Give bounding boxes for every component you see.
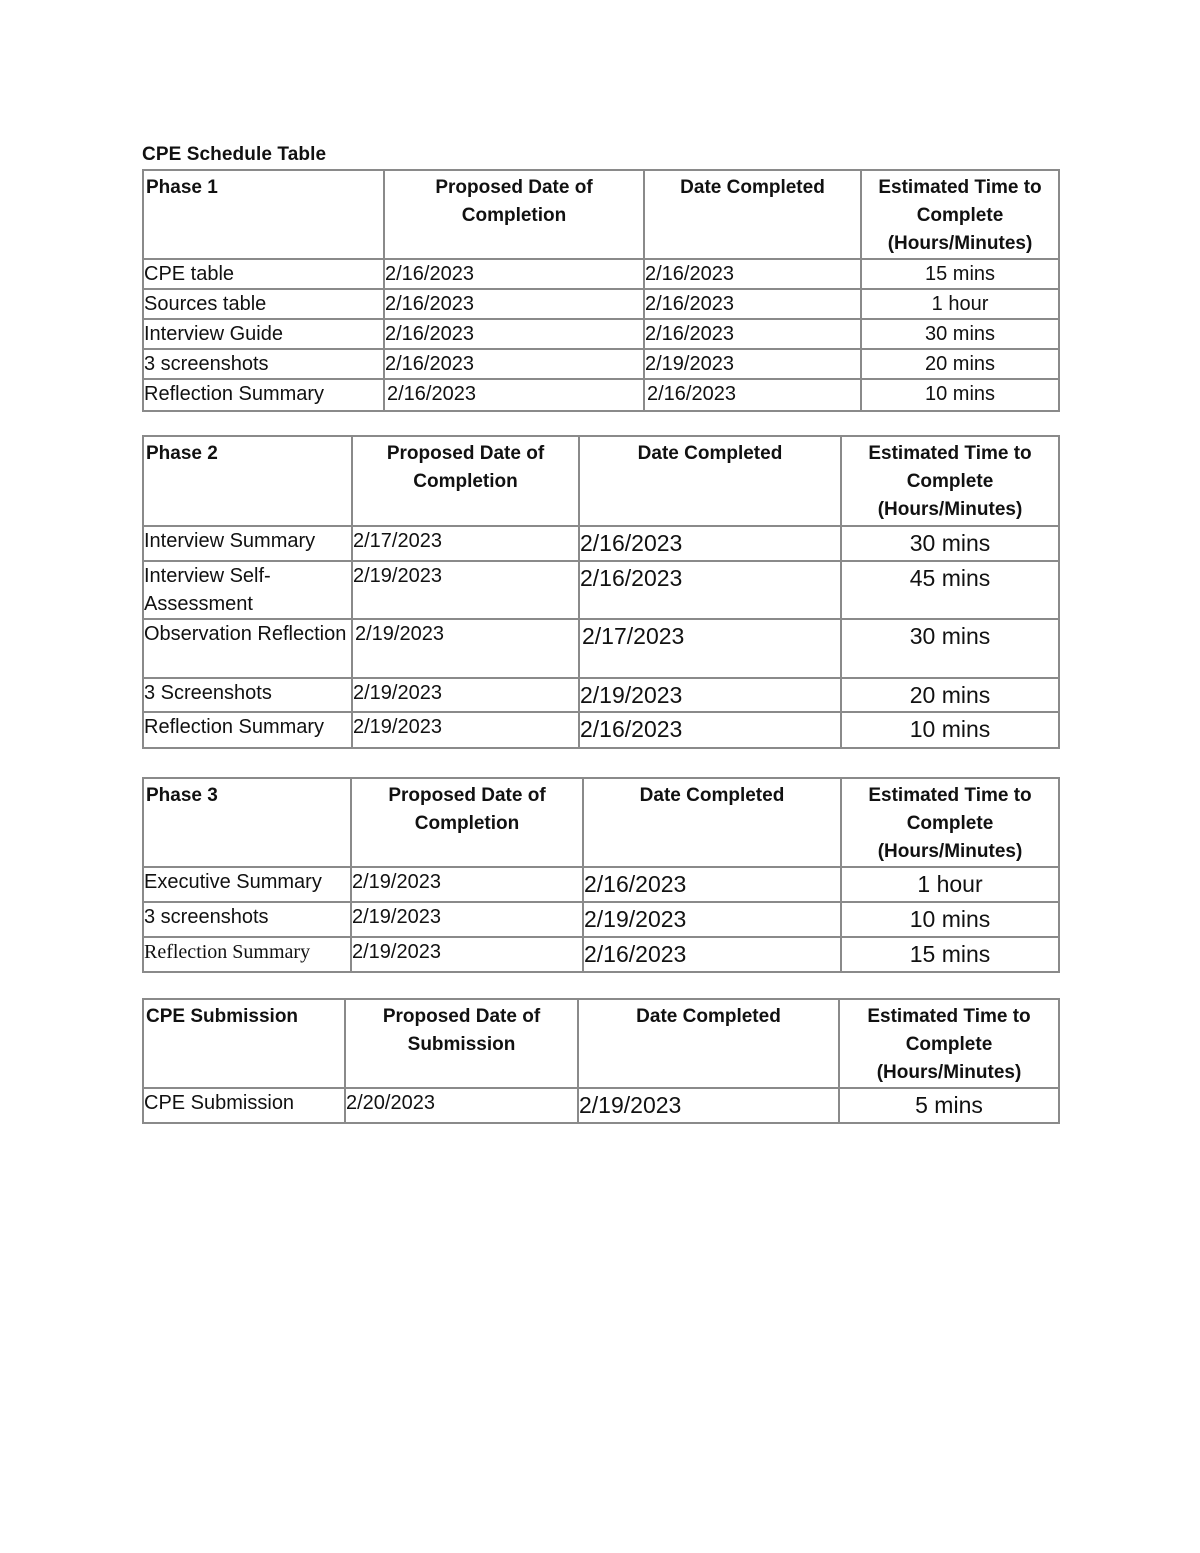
completed-date-cell: 2/16/2023	[583, 937, 841, 972]
table-row	[143, 259, 1059, 289]
estimated-time-cell: 30 mins	[841, 526, 1059, 561]
completed-date-cell: 2/16/2023	[644, 319, 861, 349]
estimated-time-cell: 45 mins	[841, 561, 1059, 619]
table-row	[143, 1088, 1059, 1123]
column-header: Phase 1	[143, 170, 384, 259]
task-cell: Reflection Summary	[143, 379, 384, 411]
completed-date-cell: 2/19/2023	[583, 902, 841, 937]
estimated-time-cell: 5 mins	[839, 1088, 1059, 1123]
column-header: Estimated Time to Complete (Hours/Minutes)	[839, 999, 1059, 1088]
completed-date-cell: 2/16/2023	[579, 561, 841, 619]
column-header: Phase 2	[143, 436, 352, 526]
proposed-date-cell: 2/17/2023	[352, 526, 579, 561]
phase2-table	[142, 435, 1060, 749]
table-header-row	[143, 436, 1059, 526]
table-row	[143, 319, 1059, 349]
estimated-time-cell: 1 hour	[861, 289, 1059, 319]
table-row	[143, 937, 1059, 972]
task-cell: CPE table	[143, 259, 384, 289]
column-header: Date Completed	[583, 778, 841, 867]
completed-date-cell: 2/16/2023	[583, 867, 841, 902]
task-cell: 3 screenshots	[143, 349, 384, 379]
proposed-date-cell: 2/16/2023	[384, 289, 644, 319]
column-header: Estimated Time to Complete (Hours/Minutes)	[841, 436, 1059, 526]
table-row	[143, 619, 1059, 678]
table-row	[143, 561, 1059, 619]
completed-date-cell: 2/19/2023	[579, 678, 841, 712]
column-header: Proposed Date of Completion	[351, 778, 583, 867]
completed-date-cell: 2/16/2023	[644, 379, 861, 411]
proposed-date-cell: 2/19/2023	[351, 902, 583, 937]
completed-date-cell: 2/16/2023	[579, 712, 841, 748]
task-cell: CPE Submission	[143, 1088, 345, 1123]
table-row	[143, 379, 1059, 411]
proposed-date-cell: 2/16/2023	[384, 349, 644, 379]
estimated-time-cell: 20 mins	[841, 678, 1059, 712]
table-row	[143, 712, 1059, 748]
estimated-time-cell: 10 mins	[861, 379, 1059, 411]
column-header: Proposed Date of Completion	[352, 436, 579, 526]
proposed-date-cell: 2/19/2023	[351, 937, 583, 972]
task-cell: Reflection Summary	[143, 712, 352, 748]
phase3-table	[142, 777, 1060, 973]
column-header: Estimated Time to Complete (Hours/Minutes)	[841, 778, 1059, 867]
submission-table	[142, 998, 1060, 1124]
column-header: CPE Submission	[143, 999, 345, 1088]
estimated-time-cell: 1 hour	[841, 867, 1059, 902]
task-cell: Interview Summary	[143, 526, 352, 561]
document-title: CPE Schedule Table	[142, 144, 327, 165]
column-header: Proposed Date of Submission	[345, 999, 578, 1088]
table-row	[143, 289, 1059, 319]
estimated-time-cell: 15 mins	[841, 937, 1059, 972]
proposed-date-cell: 2/19/2023	[352, 619, 579, 678]
task-cell: Executive Summary	[143, 867, 351, 902]
completed-date-cell: 2/17/2023	[579, 619, 841, 678]
proposed-date-cell: 2/19/2023	[352, 712, 579, 748]
proposed-date-cell: 2/16/2023	[384, 379, 644, 411]
table-row	[143, 678, 1059, 712]
task-cell: Interview Self-Assessment	[143, 561, 352, 619]
completed-date-cell: 2/16/2023	[644, 259, 861, 289]
table-header-row	[143, 778, 1059, 867]
task-cell: 3 Screenshots	[143, 678, 352, 712]
task-cell: 3 screenshots	[143, 902, 351, 937]
completed-date-cell: 2/16/2023	[644, 289, 861, 319]
proposed-date-cell: 2/19/2023	[352, 561, 579, 619]
estimated-time-cell: 20 mins	[861, 349, 1059, 379]
estimated-time-cell: 15 mins	[861, 259, 1059, 289]
table-row	[143, 349, 1059, 379]
estimated-time-cell: 30 mins	[841, 619, 1059, 678]
table-row	[143, 867, 1059, 902]
task-cell: Observation Reflection	[143, 619, 352, 678]
proposed-date-cell: 2/16/2023	[384, 259, 644, 289]
table-header-row	[143, 170, 1059, 259]
table-row	[143, 526, 1059, 561]
column-header: Phase 3	[143, 778, 351, 867]
completed-date-cell: 2/16/2023	[579, 526, 841, 561]
table-header-row	[143, 999, 1059, 1088]
estimated-time-cell: 10 mins	[841, 712, 1059, 748]
column-header: Date Completed	[644, 170, 861, 259]
column-header: Proposed Date of Completion	[384, 170, 644, 259]
task-cell: Reflection Summary	[143, 937, 351, 972]
estimated-time-cell: 30 mins	[861, 319, 1059, 349]
table-row	[143, 902, 1059, 937]
completed-date-cell: 2/19/2023	[578, 1088, 839, 1123]
proposed-date-cell: 2/19/2023	[352, 678, 579, 712]
proposed-date-cell: 2/16/2023	[384, 319, 644, 349]
column-header: Estimated Time to Complete (Hours/Minutes)	[861, 170, 1059, 259]
proposed-date-cell: 2/19/2023	[351, 867, 583, 902]
column-header: Date Completed	[579, 436, 841, 526]
task-cell: Interview Guide	[143, 319, 384, 349]
phase1-table	[142, 169, 1060, 412]
proposed-date-cell: 2/20/2023	[345, 1088, 578, 1123]
estimated-time-cell: 10 mins	[841, 902, 1059, 937]
task-cell: Sources table	[143, 289, 384, 319]
column-header: Date Completed	[578, 999, 839, 1088]
completed-date-cell: 2/19/2023	[644, 349, 861, 379]
